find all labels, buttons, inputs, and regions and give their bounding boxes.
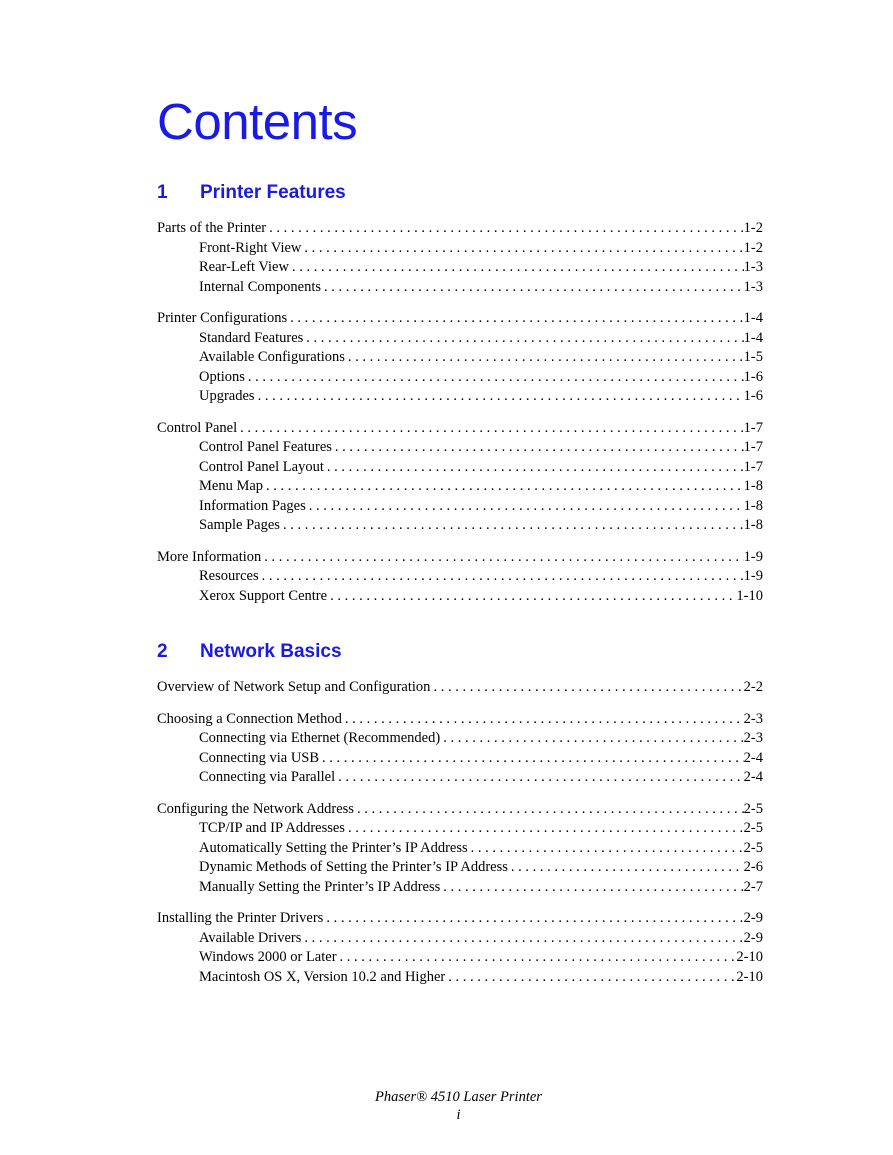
toc-page-number: 1-3 [743, 278, 763, 295]
toc-page-number: 1-10 [736, 587, 763, 604]
dot-leader [287, 309, 744, 329]
toc-entry-label: Connecting via Parallel [199, 769, 336, 785]
dot-leader [468, 839, 744, 859]
toc-page-number: 2-7 [743, 878, 763, 895]
dot-leader [354, 800, 744, 820]
toc-entry-label: Dynamic Methods of Setting the Printer’s IP Address [199, 859, 508, 875]
toc-section [157, 678, 763, 698]
chapter-heading[interactable] [157, 180, 763, 206]
toc-entry[interactable] [157, 909, 763, 929]
dot-leader [301, 239, 743, 259]
toc-subentry[interactable] [157, 729, 763, 749]
toc-page-number: 2-5 [743, 820, 763, 836]
dot-leader [337, 948, 737, 968]
dot-leader [259, 567, 744, 587]
toc-page-number: 1-7 [743, 439, 763, 455]
toc-entry-label: Overview of Network Setup and Configuration [157, 679, 431, 695]
toc-entry-label: Connecting via Ethernet (Recommended) [199, 730, 441, 746]
toc-entry-label: Printer Configurations [157, 310, 288, 326]
page-footer [0, 1088, 893, 1124]
dot-leader [508, 858, 744, 878]
toc-subentry[interactable] [157, 258, 763, 278]
chapter-number: 1 [157, 182, 168, 203]
toc-page-number: 1-5 [743, 349, 763, 365]
toc-section [157, 419, 763, 536]
dot-leader [342, 710, 744, 730]
dot-leader [345, 819, 744, 839]
dot-leader [319, 749, 744, 769]
toc-subentry[interactable] [157, 768, 763, 788]
toc-page-number: 2-9 [743, 910, 763, 926]
dot-leader [301, 929, 743, 949]
toc-page-number: 1-6 [743, 368, 763, 385]
toc-page-number: 2-3 [743, 710, 763, 727]
toc-page-number: 1-8 [743, 517, 763, 533]
chapter-title: Printer Features [200, 182, 346, 203]
toc-subentry[interactable] [157, 567, 763, 587]
toc-page-number: 2-5 [743, 800, 763, 817]
toc-subentry[interactable] [157, 368, 763, 388]
toc-page-number: 2-10 [736, 968, 763, 985]
dot-leader [430, 678, 743, 698]
chapter-title: Network Basics [200, 641, 342, 662]
toc-entry-label: Internal Components [199, 278, 322, 295]
toc-entry[interactable] [157, 710, 763, 730]
toc-page-number: 1-6 [743, 388, 763, 404]
dot-leader [266, 219, 744, 239]
toc-page-number: 2-10 [736, 949, 763, 965]
toc-page-number: 1-4 [743, 329, 763, 346]
toc-subentry[interactable] [157, 749, 763, 769]
toc-entry-label: Connecting via USB [199, 749, 320, 766]
dot-leader [263, 477, 744, 497]
dot-leader [255, 387, 744, 407]
toc-page-number: 1-9 [743, 568, 763, 584]
toc-entry-label: Parts of the Printer [157, 220, 267, 236]
chapter-heading[interactable] [157, 639, 763, 665]
toc-entry-label: Standard Features [199, 329, 304, 346]
toc-subentry[interactable] [157, 929, 763, 949]
toc-subentry[interactable] [157, 587, 763, 607]
toc-subentry[interactable] [157, 516, 763, 536]
toc-entry-label: Rear-Left View [199, 259, 289, 275]
toc-page-number: 1-7 [743, 419, 763, 436]
chapter-number: 2 [157, 641, 168, 662]
toc-section [157, 909, 763, 987]
toc-subentry[interactable] [157, 348, 763, 368]
toc-section [157, 309, 763, 407]
toc-entry-label: Available Configurations [199, 349, 345, 365]
toc-page-number: 2-3 [743, 730, 763, 746]
page-title: Contents [157, 93, 358, 150]
toc-page-number: 2-6 [743, 859, 763, 875]
toc-entry-label: Control Panel Features [199, 439, 332, 455]
toc-subentry[interactable] [157, 239, 763, 259]
toc-subentry[interactable] [157, 438, 763, 458]
toc-entry[interactable] [157, 800, 763, 820]
dot-leader [237, 419, 744, 439]
toc-entry[interactable] [157, 678, 763, 698]
chapter-1 [157, 180, 763, 618]
dot-leader [289, 258, 744, 278]
toc-section [157, 710, 763, 788]
chapter-sections [157, 219, 763, 606]
dot-leader [303, 329, 743, 349]
toc-section [157, 800, 763, 898]
toc-page-number: 1-8 [743, 478, 763, 494]
toc-subentry[interactable] [157, 948, 763, 968]
toc-page-number: 2-5 [743, 839, 763, 856]
toc-entry-label: Resources [199, 568, 259, 584]
toc-entry-label: Automatically Setting the Printer’s IP Address [199, 839, 468, 856]
footer-page-number: i [456, 1107, 461, 1123]
toc-entry-label: Xerox Support Centre [199, 587, 328, 604]
toc-section [157, 548, 763, 607]
toc-subentry[interactable] [157, 819, 763, 839]
toc-entry-label: Control Panel Layout [199, 458, 324, 475]
toc-entry-label: Options [199, 368, 245, 385]
dot-leader [324, 458, 744, 478]
toc-entry-label: Upgrades [199, 388, 255, 404]
dot-leader [306, 497, 744, 517]
toc-entry-label: Sample Pages [199, 517, 280, 533]
toc-page-number: 1-2 [743, 239, 763, 256]
dot-leader [335, 768, 744, 788]
toc-entry-label: Choosing a Connection Method [157, 710, 342, 727]
toc-page-number: 2-9 [743, 929, 763, 946]
toc-section [157, 219, 763, 297]
dot-leader [280, 516, 744, 536]
toc-entry-label: Manually Setting the Printer’s IP Address [199, 878, 441, 895]
toc-entry[interactable] [157, 309, 763, 329]
toc-subentry[interactable] [157, 329, 763, 349]
dot-leader [261, 548, 743, 568]
toc-entry-label: Configuring the Network Address [157, 800, 354, 817]
toc-subentry[interactable] [157, 878, 763, 898]
toc-page-number: 1-9 [743, 548, 763, 565]
toc-subentry[interactable] [157, 387, 763, 407]
toc-entry-label: Control Panel [157, 419, 238, 436]
toc-page-number: 1-4 [743, 310, 763, 326]
dot-leader [323, 909, 743, 929]
dot-leader [345, 348, 744, 368]
chapter-2 [157, 639, 763, 999]
toc-entry-label: Menu Map [199, 478, 264, 494]
toc-page-number: 2-2 [743, 679, 763, 695]
toc-entry-label: Macintosh OS X, Version 10.2 and Higher [199, 968, 446, 985]
toc-entry[interactable] [157, 548, 763, 568]
dot-leader [327, 587, 736, 607]
toc-page-number: 2-4 [743, 769, 763, 785]
dot-leader [332, 438, 744, 458]
toc-subentry[interactable] [157, 278, 763, 298]
toc-entry-label: TCP/IP and IP Addresses [199, 820, 345, 836]
toc-page-number: 1-3 [743, 259, 763, 275]
toc-entry-label: Front-Right View [199, 239, 302, 256]
dot-leader [245, 368, 744, 388]
dot-leader [440, 729, 743, 749]
dot-leader [440, 878, 743, 898]
toc-subentry[interactable] [157, 477, 763, 497]
toc-entry-label: Windows 2000 or Later [199, 949, 337, 965]
toc-entry-label: Available Drivers [199, 929, 302, 946]
dot-leader [445, 968, 736, 988]
toc-subentry[interactable] [157, 968, 763, 988]
footer-product: Phaser® 4510 Laser Printer [375, 1089, 542, 1105]
toc-entry-label: Installing the Printer Drivers [157, 910, 324, 926]
toc-subentry[interactable] [157, 839, 763, 859]
toc-page-number: 1-7 [743, 458, 763, 475]
toc-entry[interactable] [157, 419, 763, 439]
toc-subentry[interactable] [157, 497, 763, 517]
toc-page-number: 2-4 [743, 749, 763, 766]
toc-entry-label: Information Pages [199, 497, 306, 514]
dot-leader [321, 278, 744, 298]
toc-entry-label: More Information [157, 548, 262, 565]
toc-subentry[interactable] [157, 458, 763, 478]
toc-subentry[interactable] [157, 858, 763, 878]
toc-page-number: 1-8 [743, 497, 763, 514]
toc-page-number: 1-2 [743, 220, 763, 236]
toc-entry[interactable] [157, 219, 763, 239]
chapter-sections [157, 678, 763, 987]
